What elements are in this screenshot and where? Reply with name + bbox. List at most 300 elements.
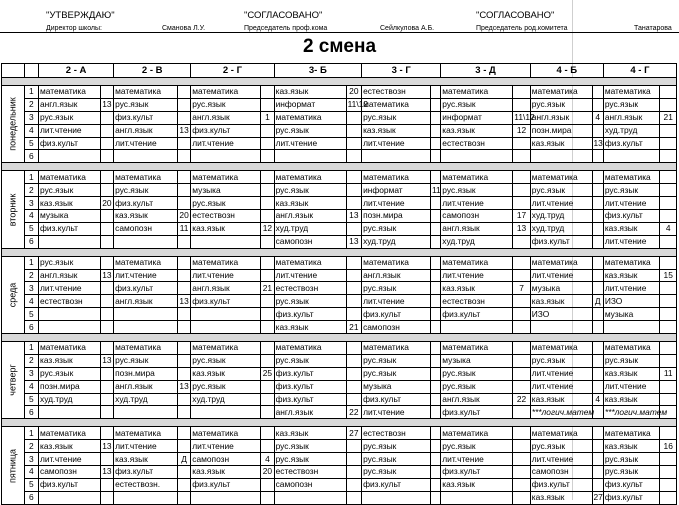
subject-cell: рус.язык bbox=[39, 111, 101, 124]
subject-cell: математика bbox=[114, 171, 178, 184]
lesson-number: 5 bbox=[24, 137, 38, 150]
subject-cell: самопозн bbox=[441, 210, 513, 223]
room-cell bbox=[592, 354, 603, 367]
room-cell bbox=[261, 124, 274, 137]
table-row bbox=[2, 171, 677, 184]
table-row bbox=[2, 491, 677, 504]
subject-cell: математика bbox=[603, 342, 660, 355]
subject-cell: лит.чтение bbox=[441, 269, 513, 282]
room-cell bbox=[660, 235, 677, 248]
class-header: 3- Б bbox=[274, 64, 361, 78]
subject-cell: лит.чтение bbox=[191, 269, 261, 282]
room-cell bbox=[513, 295, 530, 308]
room-cell bbox=[592, 197, 603, 210]
room-cell bbox=[513, 269, 530, 282]
subject-cell: физ.культ bbox=[39, 137, 101, 150]
room-cell bbox=[431, 342, 441, 355]
room-cell bbox=[100, 491, 113, 504]
subject-cell: лит.чтение bbox=[362, 197, 431, 210]
room-cell bbox=[261, 342, 274, 355]
subject-cell: рус.язык bbox=[362, 453, 431, 466]
schedule-table bbox=[1, 63, 677, 505]
room-cell bbox=[660, 466, 677, 479]
subject-cell: лит.чтение bbox=[530, 453, 592, 466]
subject-cell: ИЗО bbox=[603, 295, 660, 308]
day-name: среда bbox=[7, 282, 18, 308]
room-cell bbox=[592, 282, 603, 295]
subject-cell: рус.язык bbox=[274, 354, 346, 367]
subject-cell: лит.чтение bbox=[441, 197, 513, 210]
subject-cell: худ.труд bbox=[114, 393, 178, 406]
lesson-number: 3 bbox=[24, 282, 38, 295]
room-cell bbox=[177, 171, 190, 184]
room-cell bbox=[660, 184, 677, 197]
subject-cell: лит.чтение bbox=[603, 197, 660, 210]
room-cell: 22 bbox=[346, 406, 361, 419]
room-cell: 20 bbox=[177, 210, 190, 223]
subject-cell: физ.культ bbox=[191, 295, 261, 308]
subject-cell: каз.язык bbox=[441, 478, 513, 491]
lesson-number: 1 bbox=[24, 256, 38, 269]
room-cell bbox=[346, 342, 361, 355]
day-name: вторник bbox=[7, 193, 18, 226]
room-cell bbox=[261, 440, 274, 453]
subject-cell: каз.язык bbox=[274, 321, 346, 334]
room-cell bbox=[660, 86, 677, 99]
room-cell bbox=[346, 124, 361, 137]
lesson-number: 2 bbox=[24, 184, 38, 197]
room-cell bbox=[100, 235, 113, 248]
table-row bbox=[2, 256, 677, 269]
subject-cell: математика bbox=[362, 98, 431, 111]
lesson-number: 6 bbox=[24, 150, 38, 163]
subject-cell: каз.язык bbox=[39, 197, 101, 210]
subject-cell: музыка bbox=[191, 184, 261, 197]
subject-cell: математика bbox=[274, 171, 346, 184]
room-cell bbox=[177, 342, 190, 355]
room-cell bbox=[513, 321, 530, 334]
room-cell bbox=[177, 440, 190, 453]
subject-cell: естествозн bbox=[441, 137, 513, 150]
day-separator bbox=[2, 419, 677, 427]
subject-cell: каз.язык bbox=[603, 440, 660, 453]
subject-cell: математика bbox=[441, 256, 513, 269]
room-cell bbox=[261, 184, 274, 197]
room-cell: 1 bbox=[261, 111, 274, 124]
subject-cell: математика bbox=[530, 86, 592, 99]
lesson-number: 3 bbox=[24, 111, 38, 124]
subject-cell: рус.язык bbox=[362, 440, 431, 453]
subject-cell: естествозн bbox=[274, 282, 346, 295]
room-cell bbox=[431, 124, 441, 137]
subject-cell: худ.труд bbox=[530, 210, 592, 223]
room-cell bbox=[431, 466, 441, 479]
room-cell bbox=[177, 393, 190, 406]
subject-cell: лит.чтение bbox=[530, 380, 592, 393]
subject-cell: ***логич.матем bbox=[604, 406, 668, 417]
subject-cell: лит.чтение bbox=[530, 197, 592, 210]
room-cell bbox=[660, 491, 677, 504]
room-cell bbox=[513, 453, 530, 466]
subject-cell bbox=[362, 491, 431, 504]
room-cell: 15 bbox=[660, 269, 677, 282]
subject-cell: математика bbox=[39, 342, 101, 355]
header-divider bbox=[0, 32, 679, 33]
subject-cell: лит.чтение bbox=[39, 453, 101, 466]
room-cell bbox=[431, 150, 441, 163]
subject-cell: математика bbox=[362, 342, 431, 355]
room-cell: 21 bbox=[261, 282, 274, 295]
class-header: 2 - В bbox=[114, 64, 191, 78]
subject-cell: каз.язык bbox=[603, 269, 660, 282]
room-cell bbox=[592, 453, 603, 466]
room-cell bbox=[100, 308, 113, 321]
subject-cell: самопозн bbox=[274, 478, 346, 491]
room-cell bbox=[660, 124, 677, 137]
subject-cell: лит.чтение bbox=[603, 235, 660, 248]
room-cell bbox=[177, 491, 190, 504]
room-cell bbox=[660, 210, 677, 223]
room-cell bbox=[513, 184, 530, 197]
room-cell bbox=[660, 150, 677, 163]
subject-cell: рус.язык bbox=[603, 354, 660, 367]
table-row bbox=[2, 367, 677, 380]
subject-cell: худ.труд bbox=[603, 124, 660, 137]
subject-cell: рус.язык bbox=[362, 367, 431, 380]
subject-cell: каз.язык bbox=[603, 222, 660, 235]
subject-cell: рус.язык bbox=[362, 282, 431, 295]
room-cell bbox=[261, 171, 274, 184]
day-label-cell bbox=[2, 427, 25, 504]
room-cell bbox=[660, 427, 677, 440]
room-cell bbox=[177, 256, 190, 269]
subject-cell: физ.культ bbox=[603, 137, 660, 150]
subject-cell: физ.культ bbox=[191, 478, 261, 491]
subject-cell: лит.чтение bbox=[530, 367, 592, 380]
subject-cell bbox=[530, 150, 592, 163]
agree1-role: Председатель проф.кома bbox=[244, 25, 328, 32]
subject-cell: самопозн bbox=[362, 321, 431, 334]
subject-cell: рус.язык bbox=[274, 440, 346, 453]
subject-cell: каз.язык bbox=[274, 427, 346, 440]
subject-cell: физ.культ bbox=[441, 466, 513, 479]
room-cell bbox=[177, 282, 190, 295]
room-cell: 21 bbox=[346, 321, 361, 334]
room-cell bbox=[431, 491, 441, 504]
subject-cell: позн.мира bbox=[39, 380, 101, 393]
room-cell bbox=[513, 86, 530, 99]
subject-cell: математика bbox=[191, 342, 261, 355]
room-cell: 13 bbox=[177, 380, 190, 393]
room-cell: 20 bbox=[346, 86, 361, 99]
subject-cell: рус.язык bbox=[274, 184, 346, 197]
subject-cell: англ.язык bbox=[441, 222, 513, 235]
room-cell bbox=[431, 440, 441, 453]
subject-cell: лит.чтение bbox=[362, 406, 431, 419]
subject-cell: математика bbox=[191, 171, 261, 184]
lesson-number: 2 bbox=[24, 269, 38, 282]
room-cell bbox=[431, 354, 441, 367]
room-cell bbox=[346, 466, 361, 479]
room-cell bbox=[346, 367, 361, 380]
room-cell bbox=[100, 111, 113, 124]
subject-cell: математика bbox=[362, 256, 431, 269]
day-label-cell bbox=[2, 86, 25, 163]
room-cell: 21 bbox=[660, 111, 677, 124]
subject-cell: естествозн bbox=[39, 295, 101, 308]
subject-cell: физ.культ bbox=[530, 478, 592, 491]
subject-cell bbox=[274, 491, 346, 504]
lesson-number: 4 bbox=[24, 210, 38, 223]
subject-cell: лит.чтение bbox=[39, 124, 101, 137]
room-cell bbox=[177, 235, 190, 248]
room-cell bbox=[592, 427, 603, 440]
room-cell bbox=[177, 197, 190, 210]
subject-cell: каз.язык bbox=[274, 197, 346, 210]
subject-cell: физ.культ bbox=[114, 282, 178, 295]
table-row bbox=[2, 184, 677, 197]
subject-cell bbox=[39, 491, 101, 504]
room-cell bbox=[513, 98, 530, 111]
subject-cell: самопозн bbox=[39, 466, 101, 479]
subject-cell: физ.культ bbox=[39, 222, 101, 235]
room-cell bbox=[431, 111, 441, 124]
room-cell bbox=[513, 466, 530, 479]
subject-cell: каз.язык bbox=[603, 393, 660, 406]
subject-cell bbox=[114, 150, 178, 163]
room-cell: 11 bbox=[660, 367, 677, 380]
room-cell: 4 bbox=[660, 222, 677, 235]
room-cell: 25 bbox=[261, 367, 274, 380]
table-row bbox=[2, 295, 677, 308]
subject-cell: лит.чтение bbox=[274, 269, 346, 282]
agree1-title: "СОГЛАСОВАНО" bbox=[244, 10, 323, 21]
room-cell bbox=[100, 184, 113, 197]
separator-cell bbox=[2, 78, 677, 86]
subject-cell: математика bbox=[441, 86, 513, 99]
lesson-number: 3 bbox=[24, 453, 38, 466]
approve-title: "УТВЕРЖДАЮ" bbox=[46, 10, 115, 21]
subject-cell: математика bbox=[274, 342, 346, 355]
subject-cell: лит.чтение bbox=[114, 269, 178, 282]
subject-cell: лит.чтение bbox=[362, 295, 431, 308]
room-cell bbox=[346, 197, 361, 210]
lesson-number: 6 bbox=[24, 321, 38, 334]
room-cell bbox=[431, 393, 441, 406]
room-cell bbox=[177, 150, 190, 163]
corner-cell bbox=[24, 64, 38, 78]
room-cell: 4 bbox=[592, 393, 603, 406]
subject-cell: англ.язык bbox=[530, 111, 592, 124]
room-cell bbox=[100, 256, 113, 269]
room-cell bbox=[660, 308, 677, 321]
subject-cell: математика bbox=[603, 171, 660, 184]
lesson-number: 4 bbox=[24, 295, 38, 308]
subject-cell: худ.труд bbox=[39, 393, 101, 406]
room-cell bbox=[592, 466, 603, 479]
subject-cell: математика bbox=[274, 111, 346, 124]
subject-cell: математика bbox=[274, 256, 346, 269]
room-cell bbox=[177, 427, 190, 440]
room-cell bbox=[346, 184, 361, 197]
subject-cell: рус.язык bbox=[362, 354, 431, 367]
subject-cell: рус.язык bbox=[114, 184, 178, 197]
subject-cell: рус.язык bbox=[441, 380, 513, 393]
subject-cell: рус.язык bbox=[274, 295, 346, 308]
room-cell bbox=[177, 406, 190, 419]
day-label-cell bbox=[2, 256, 25, 333]
room-cell bbox=[346, 282, 361, 295]
class-header: 2 - Г bbox=[191, 64, 274, 78]
room-cell bbox=[431, 295, 441, 308]
room-cell bbox=[592, 124, 603, 137]
room-cell bbox=[431, 380, 441, 393]
room-cell bbox=[513, 478, 530, 491]
room-cell: 17 bbox=[513, 210, 530, 223]
room-cell bbox=[346, 380, 361, 393]
subject-cell: математика bbox=[114, 342, 178, 355]
room-cell bbox=[177, 478, 190, 491]
room-cell: 12 bbox=[513, 124, 530, 137]
room-cell bbox=[261, 235, 274, 248]
subject-cell bbox=[191, 150, 261, 163]
room-cell: 13 bbox=[513, 222, 530, 235]
subject-cell: естествозн bbox=[274, 466, 346, 479]
room-cell bbox=[431, 256, 441, 269]
subject-cell bbox=[191, 406, 261, 419]
room-cell bbox=[100, 86, 113, 99]
room-cell bbox=[346, 354, 361, 367]
room-cell bbox=[660, 256, 677, 269]
subject-cell: каз.язык bbox=[441, 124, 513, 137]
subject-cell: математика bbox=[114, 427, 178, 440]
room-cell bbox=[261, 393, 274, 406]
room-cell bbox=[177, 354, 190, 367]
table-row bbox=[2, 380, 677, 393]
subject-cell: каз.язык bbox=[530, 295, 592, 308]
room-cell bbox=[261, 197, 274, 210]
room-cell bbox=[513, 235, 530, 248]
subject-cell: рус.язык bbox=[274, 124, 346, 137]
room-cell bbox=[513, 171, 530, 184]
lesson-number: 5 bbox=[24, 478, 38, 491]
subject-cell: рус.язык bbox=[603, 98, 660, 111]
room-cell: 11\12 bbox=[514, 112, 535, 123]
subject-cell: худ.труд bbox=[530, 222, 592, 235]
room-cell bbox=[431, 269, 441, 282]
day-separator bbox=[2, 248, 677, 256]
room-cell bbox=[660, 453, 677, 466]
class-header: 4 - Б bbox=[530, 64, 603, 78]
subject-cell: лит.чтение bbox=[274, 137, 346, 150]
subject-cell: англ.язык bbox=[441, 393, 513, 406]
table-row bbox=[2, 308, 677, 321]
subject-cell: самопозн bbox=[530, 466, 592, 479]
class-header: 2 - А bbox=[39, 64, 114, 78]
room-cell bbox=[261, 98, 274, 111]
subject-cell: лит.чтение bbox=[603, 282, 660, 295]
class-header: 4 - Г bbox=[603, 64, 676, 78]
room-cell bbox=[261, 256, 274, 269]
subject-cell: математика bbox=[39, 171, 101, 184]
room-cell bbox=[100, 478, 113, 491]
room-cell bbox=[660, 354, 677, 367]
subject-cell: позн.мира bbox=[362, 210, 431, 223]
subject-cell: позн.мира bbox=[114, 367, 178, 380]
subject-cell: лит.чтение bbox=[441, 453, 513, 466]
subject-cell: естествозн bbox=[441, 295, 513, 308]
subject-cell: англ.язык bbox=[274, 406, 346, 419]
day-separator bbox=[2, 78, 677, 86]
day-name: понедельник bbox=[7, 97, 18, 151]
room-cell bbox=[513, 440, 530, 453]
subject-cell: физ.культ bbox=[441, 406, 513, 419]
subject-cell: физ.культ bbox=[362, 393, 431, 406]
subject-cell: англ.язык bbox=[39, 269, 101, 282]
room-cell bbox=[346, 222, 361, 235]
room-cell bbox=[100, 342, 113, 355]
subject-cell: музыка bbox=[362, 380, 431, 393]
subject-cell: физ.культ bbox=[362, 478, 431, 491]
room-cell bbox=[261, 295, 274, 308]
day-label-cell bbox=[2, 171, 25, 248]
subject-cell: математика bbox=[441, 342, 513, 355]
room-cell bbox=[431, 406, 441, 419]
room-cell bbox=[177, 111, 190, 124]
room-cell: Д bbox=[592, 295, 603, 308]
subject-cell bbox=[274, 150, 346, 163]
room-cell bbox=[431, 210, 441, 223]
subject-cell: рус.язык bbox=[191, 98, 261, 111]
room-cell bbox=[592, 269, 603, 282]
approve-name: Смановa Л.У. bbox=[162, 25, 206, 32]
room-cell bbox=[513, 491, 530, 504]
subject-cell: математика bbox=[530, 171, 592, 184]
room-cell bbox=[261, 406, 274, 419]
room-cell: 13 bbox=[346, 235, 361, 248]
subject-cell: англ.язык bbox=[114, 380, 178, 393]
room-cell bbox=[513, 256, 530, 269]
subject-cell: физ.культ bbox=[191, 124, 261, 137]
lesson-number: 5 bbox=[24, 222, 38, 235]
subject-cell: рус.язык bbox=[274, 453, 346, 466]
room-cell bbox=[660, 342, 677, 355]
subject-cell: худ.труд bbox=[191, 393, 261, 406]
room-cell bbox=[431, 321, 441, 334]
subject-cell bbox=[191, 491, 261, 504]
room-cell: 7 bbox=[513, 282, 530, 295]
subject-cell: рус.язык bbox=[114, 354, 178, 367]
lesson-number: 1 bbox=[24, 427, 38, 440]
table-row bbox=[2, 269, 677, 282]
subject-cell: физ.культ bbox=[274, 308, 346, 321]
subject-cell: каз.язык bbox=[114, 210, 178, 223]
separator-cell bbox=[2, 419, 677, 427]
subject-cell: естествозн bbox=[362, 427, 431, 440]
subject-cell: рус.язык bbox=[39, 184, 101, 197]
subject-cell: рус.язык bbox=[39, 256, 101, 269]
room-cell bbox=[592, 86, 603, 99]
room-cell bbox=[431, 222, 441, 235]
subject-cell: рус.язык bbox=[114, 98, 178, 111]
room-cell bbox=[177, 269, 190, 282]
day-separator bbox=[2, 334, 677, 342]
subject-cell: рус.язык bbox=[603, 466, 660, 479]
room-cell bbox=[346, 256, 361, 269]
subject-cell: математика bbox=[114, 86, 178, 99]
room-cell bbox=[177, 184, 190, 197]
room-cell bbox=[431, 367, 441, 380]
